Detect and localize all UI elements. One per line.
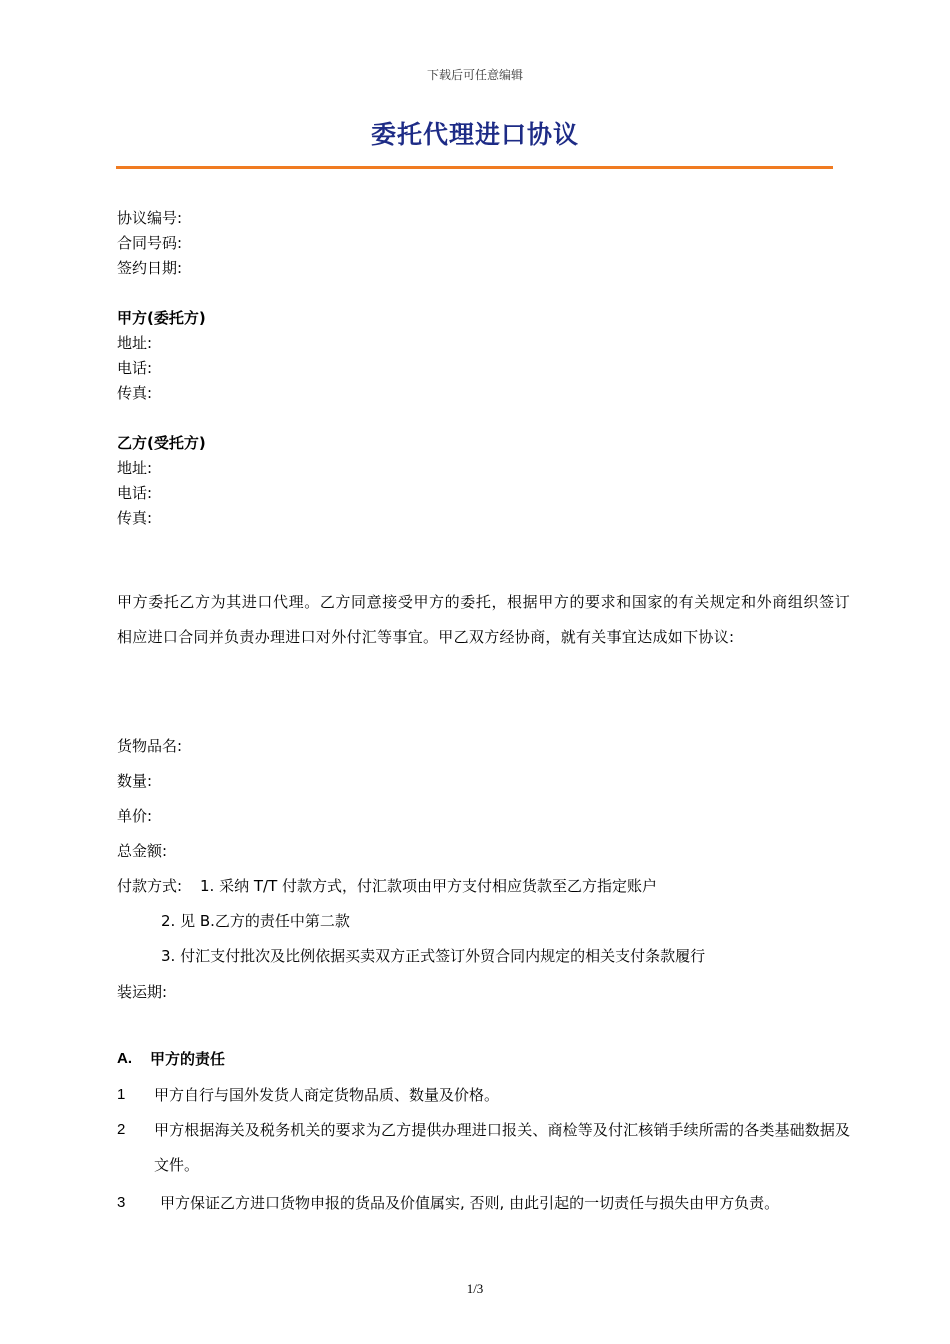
header-note: 下载后可任意编辑	[426, 68, 523, 82]
total-amount-label: 总金额:	[117, 842, 168, 860]
payment-item-1: 1. 采纳 T/T 付款方式，付汇款项由甲方支付相应货款至乙方指定账户	[200, 877, 657, 895]
section-a-item-number: 2	[117, 1121, 126, 1138]
page-number: 1/3	[466, 1281, 484, 1296]
section-a-item-text: 甲方根据海关及税务机关的要求为乙方提供办理进口报关、商检等及付汇核销手续所需的各类基础数据及文件。	[154, 1121, 850, 1174]
shipment-period-label: 装运期:	[117, 983, 168, 1001]
party-a-phone: 电话:	[117, 359, 153, 377]
payment-item-3: 3. 付汇支付批次及比例依据买卖双方正式签订外贸合同内规定的相关支付条款履行	[161, 947, 706, 965]
goods-name-label: 货物品名:	[117, 737, 183, 755]
section-a-item-text: 甲方自行与国外发货人商定货物品质、数量及价格。	[154, 1086, 500, 1104]
signing-date-label: 签约日期:	[117, 259, 183, 277]
section-a-heading: 甲方的责任	[150, 1050, 226, 1068]
unit-price-label: 单价:	[117, 807, 153, 825]
party-a-heading: 甲方(委托方)	[117, 309, 206, 327]
section-a-item-text: 甲方保证乙方进口货物申报的货品及价值属实, 否则, 由此引起的一切责任与损失由甲方负责。	[160, 1194, 780, 1212]
party-b-address: 地址:	[117, 459, 153, 477]
party-a-fax: 传真:	[117, 384, 153, 402]
payment-method-label: 付款方式:	[117, 877, 183, 895]
party-b-fax: 传真:	[117, 509, 153, 527]
party-b-heading: 乙方(受托方)	[117, 434, 206, 452]
document-title: 委托代理进口协议	[370, 120, 579, 149]
section-a-number: A.	[117, 1050, 132, 1067]
quantity-label: 数量:	[117, 772, 153, 790]
agreement-number-label: 协议编号:	[117, 209, 183, 227]
party-b-phone: 电话:	[117, 484, 153, 502]
party-a-address: 地址:	[117, 334, 153, 352]
section-a-item-number: 3	[117, 1194, 126, 1211]
contract-number-label: 合同号码:	[117, 234, 183, 252]
section-a-item-number: 1	[117, 1086, 126, 1103]
payment-item-2: 2. 见 B.乙方的责任中第二款	[161, 912, 350, 930]
intro-paragraph: 甲方委托乙方为其进口代理。乙方同意接受甲方的委托，根据甲方的要求和国家的有关规定和外商组织签订相应进口合同并负责办理进口对外付汇等事宜。甲乙双方经协商，就有关事宜达成如下协议:	[117, 593, 850, 646]
title-divider	[116, 166, 833, 169]
